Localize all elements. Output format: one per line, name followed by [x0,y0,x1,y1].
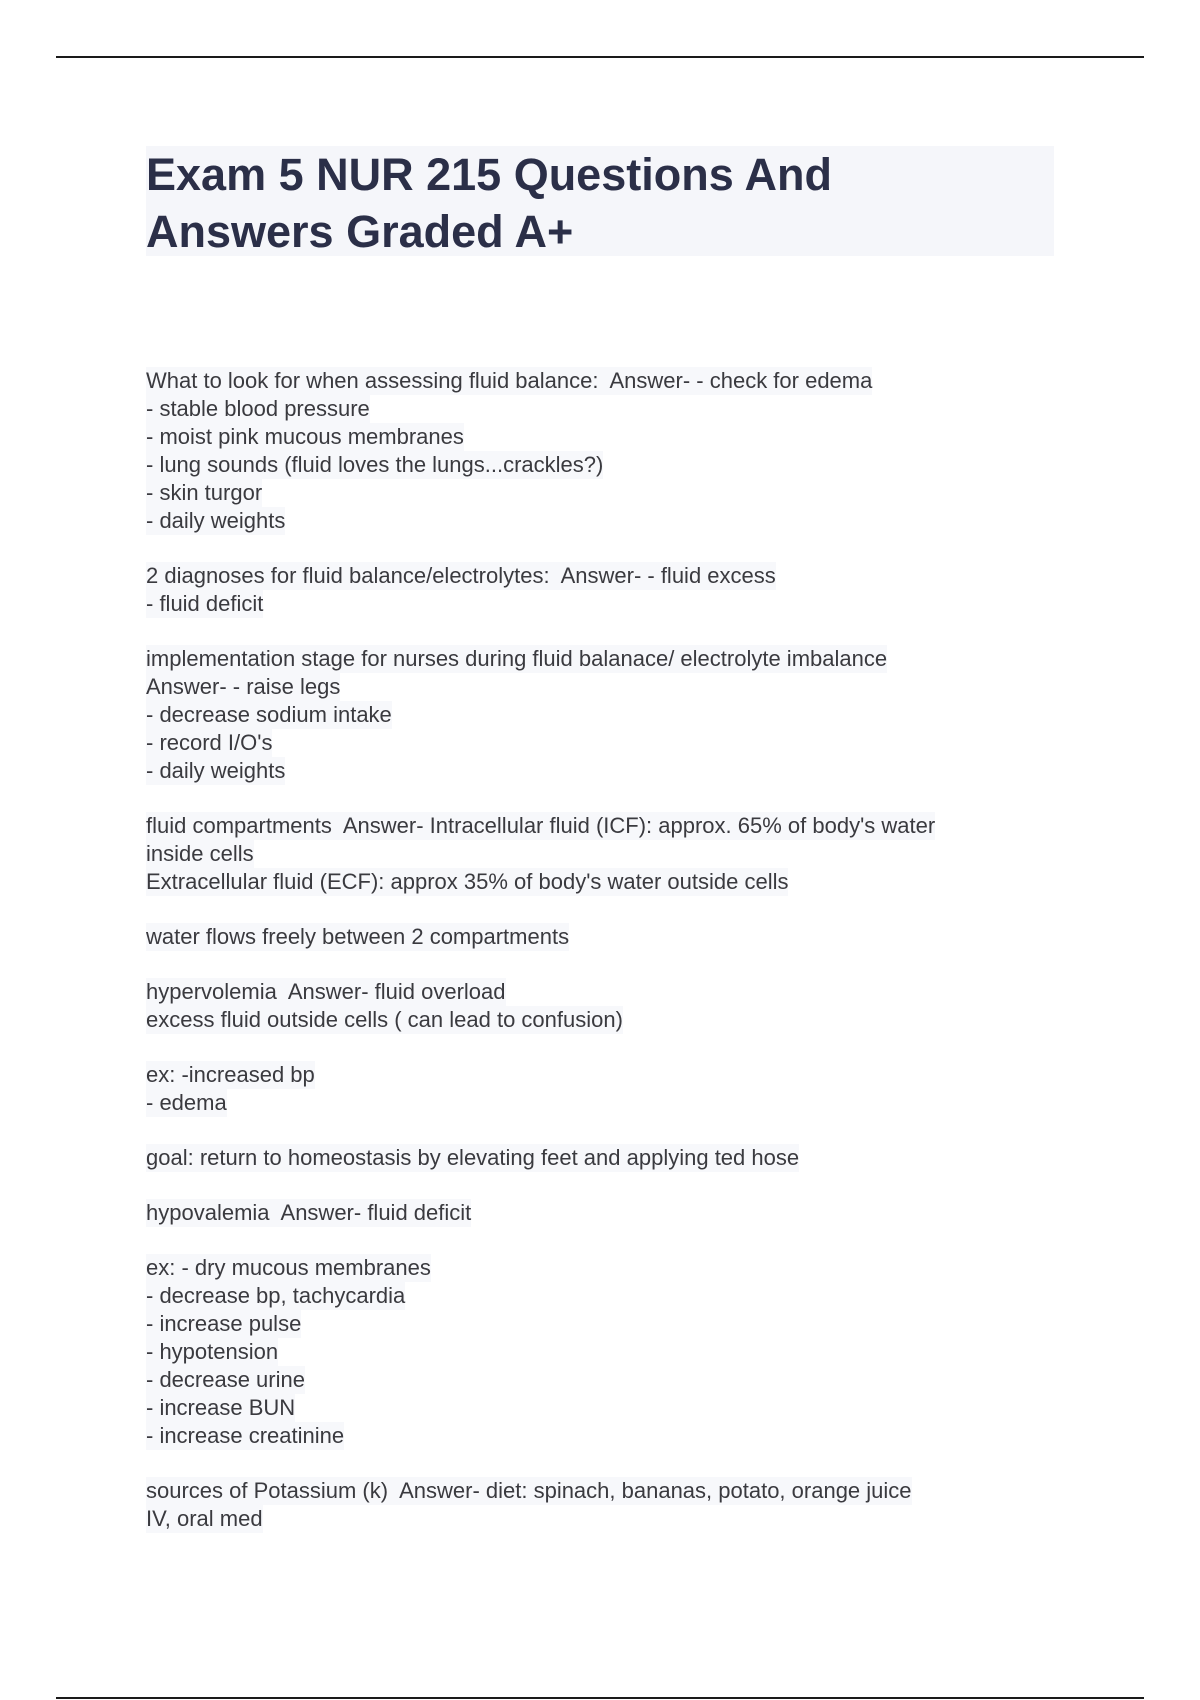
text-line: ex: - dry mucous membranes [146,1255,431,1280]
title-line-1: Exam 5 NUR 215 Questions And [146,149,833,200]
qa-paragraph [146,1254,1066,1450]
text-line: implementation stage for nurses during fluid balanace/ electrolyte imbalance [146,646,888,671]
text-line: fluid compartments Answer- Intracellular fluid (ICF): approx. 65% of body's water [146,813,936,838]
qa-paragraph [146,1144,1066,1172]
text-line: - increase creatinine [146,1423,345,1448]
qa-paragraph [146,645,1066,785]
text-line: - decrease bp, tachycardia [146,1283,406,1308]
text-line: hypervolemia Answer- fluid overload [146,979,506,1004]
qa-paragraph [146,1477,1066,1533]
text-line: - decrease urine [146,1367,305,1392]
qa-paragraph [146,923,1066,951]
paragraph-spacer [146,1172,1066,1199]
text-line: - hypotension [146,1339,279,1364]
paragraph-spacer [146,618,1066,645]
text-line: - increase pulse [146,1311,302,1336]
text-line: - daily weights [146,508,286,533]
text-line: - record I/O's [146,730,273,755]
text-line: - lung sounds (fluid loves the lungs...crackles?) [146,452,604,477]
text-line: excess fluid outside cells ( can lead to confusion) [146,1007,623,1032]
paragraph-spacer [146,1117,1066,1144]
text-line: What to look for when assessing fluid balance: Answer- - check for edema [146,368,873,393]
text-line: - skin turgor [146,480,263,505]
qa-paragraph [146,978,1066,1034]
paragraph-spacer [146,896,1066,923]
text-line: inside cells [146,841,254,866]
document-body [146,367,1066,1533]
text-line: - fluid deficit [146,591,264,616]
paragraph-spacer [146,785,1066,812]
text-line: Extracellular fluid (ECF): approx 35% of body's water outside cells [146,869,789,894]
text-line: water flows freely between 2 compartments [146,924,570,949]
title-block [146,146,1054,256]
text-line: - moist pink mucous membranes [146,424,464,449]
paragraph-spacer [146,1450,1066,1477]
text-line: - stable blood pressure [146,396,370,421]
paragraph-spacer [146,951,1066,978]
qa-paragraph [146,812,1066,896]
document-title [146,146,1054,260]
paragraph-spacer [146,1034,1066,1061]
top-rule [56,56,1144,58]
text-line: goal: return to homeostasis by elevating feet and applying ted hose [146,1145,800,1170]
bottom-rule [56,1697,1144,1699]
text-line: ex: -increased bp [146,1062,315,1087]
text-line: sources of Potassium (k) Answer- diet: spinach, bananas, potato, orange juice [146,1478,912,1503]
title-line-2: Answers Graded A+ [146,206,574,257]
paragraph-spacer [146,1227,1066,1254]
qa-paragraph [146,1199,1066,1227]
text-line: Answer- - raise legs [146,674,341,699]
text-line: hypovalemia Answer- fluid deficit [146,1200,472,1225]
text-line: - daily weights [146,758,286,783]
text-line: - decrease sodium intake [146,702,392,727]
text-line: - edema [146,1090,227,1115]
qa-paragraph [146,367,1066,535]
text-line: - increase BUN [146,1395,296,1420]
qa-paragraph [146,562,1066,618]
text-line: IV, oral med [146,1506,263,1531]
paragraph-spacer [146,535,1066,562]
qa-paragraph [146,1061,1066,1117]
text-line: 2 diagnoses for fluid balance/electrolytes: Answer- - fluid excess [146,563,776,588]
